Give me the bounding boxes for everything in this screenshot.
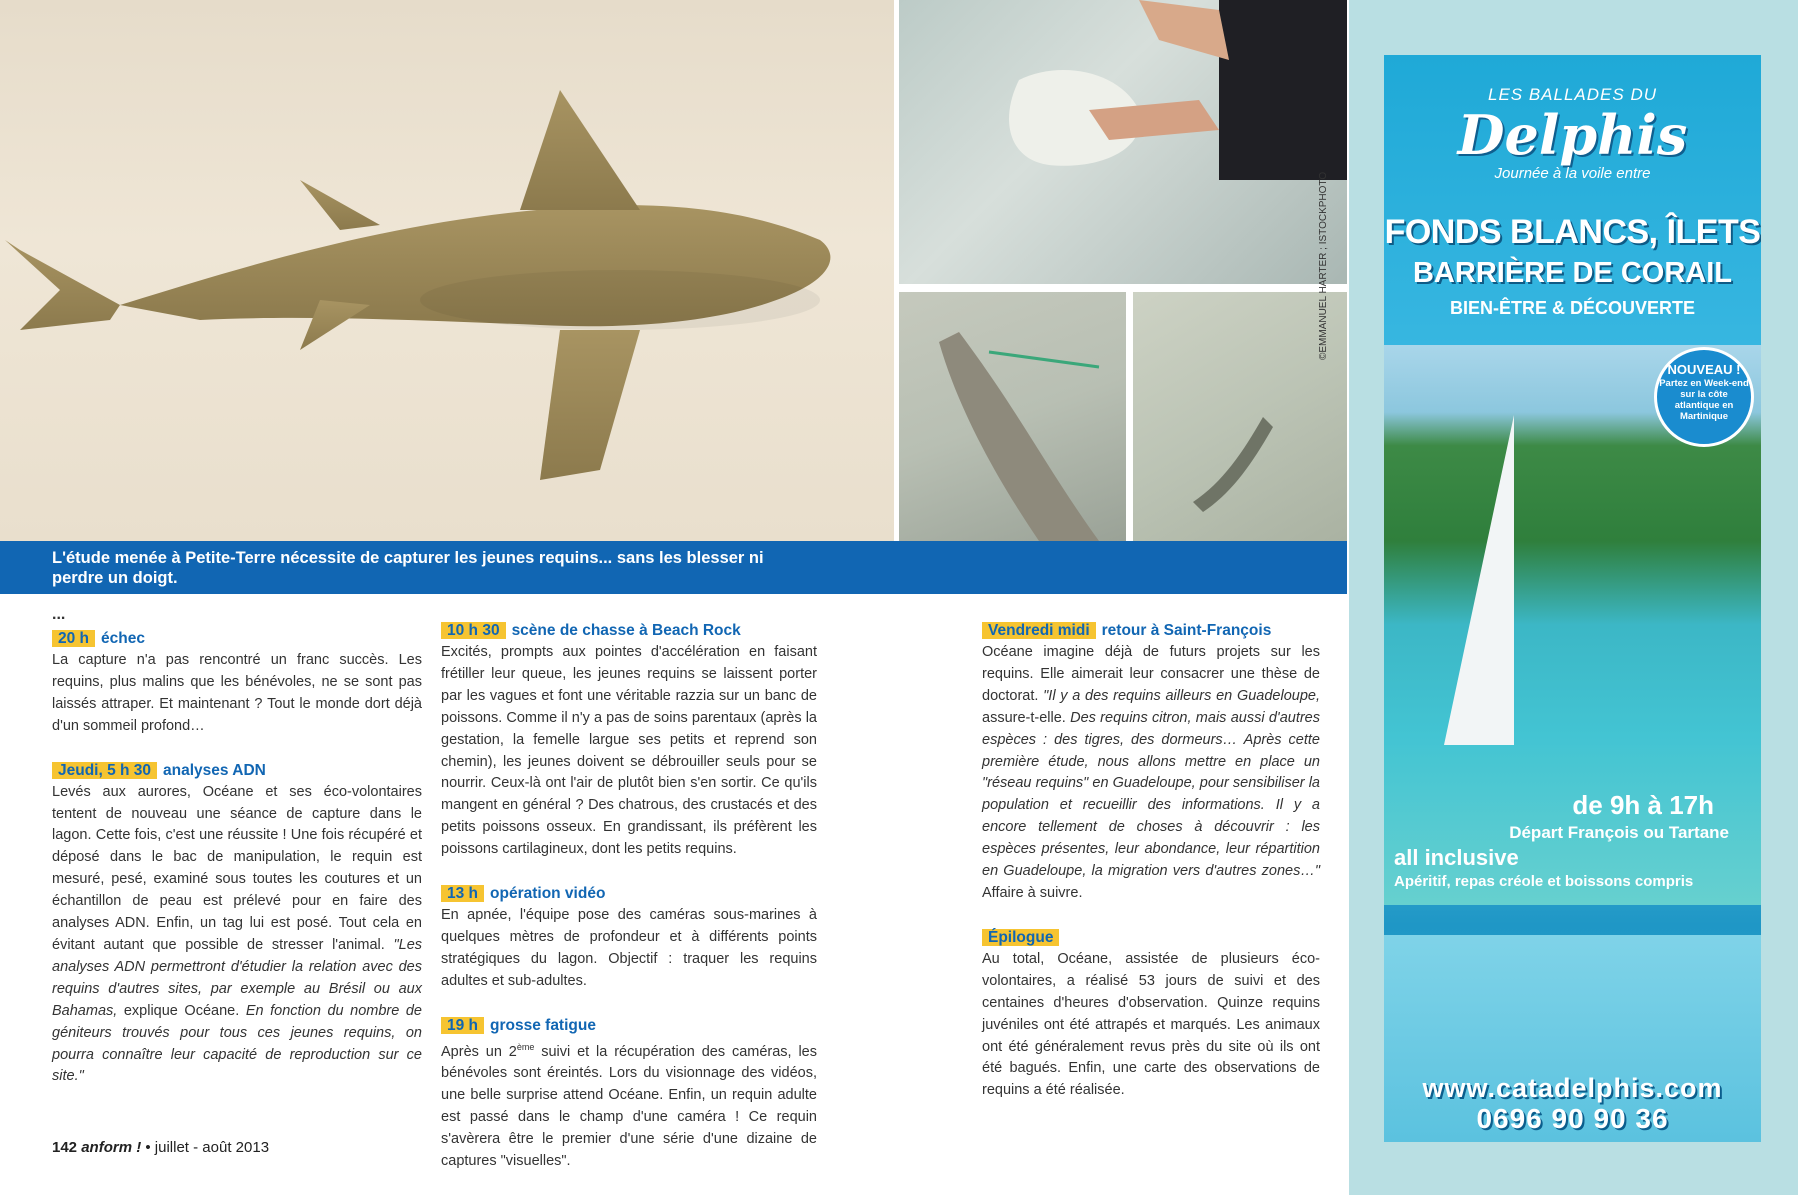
continuation-ellipsis: ... xyxy=(52,606,66,623)
magazine-name: anform ! xyxy=(81,1139,142,1156)
superscript: ème xyxy=(516,1041,535,1052)
measure-illustration xyxy=(899,292,1126,541)
section-body xyxy=(982,642,1320,905)
ad-headline-1: FONDS BLANCS, ÎLETS xyxy=(1384,213,1761,251)
handling-illustration xyxy=(899,0,1347,284)
issue-date: • juillet - août 2013 xyxy=(145,1139,270,1156)
body-text: suivi et la récupération des caméras, les bénévoles sont éreintés. Lors du visionnage des vidéos, une belle surprise attend Océane. Enfin, un requin adulte est passé dans le champ d'une caméra ! Ce requin s'avèrera être le premier d'une série d'une dizaine de captures "visuelles". xyxy=(441,1043,817,1170)
time-badge: Vendredi midi xyxy=(982,622,1096,639)
section-title: retour à Saint-François xyxy=(1101,622,1272,639)
ad-headline-2: BARRIÈRE DE CORAIL xyxy=(1412,257,1732,289)
ad-all-inclusive: all inclusive xyxy=(1394,845,1519,870)
ad-inclusive-detail: Apéritif, repas créole et boissons compris xyxy=(1394,873,1694,890)
ad-phone-number[interactable]: 0696 90 90 36 xyxy=(1476,1103,1669,1134)
page-number: 142 xyxy=(52,1139,78,1156)
section-body: En apnée, l'équipe pose des caméras sous-marines à quelques mètres de profondeur et à différents points stratégiques du lagon. Objectif : traquer les requins adultes et sub-adultes. xyxy=(441,907,817,989)
time-badge: Épilogue xyxy=(982,929,1059,946)
body-text: explique Océane. xyxy=(123,1002,240,1019)
ad-tagline: LES BALLADES DU xyxy=(1487,85,1657,104)
section-body: Au total, Océane, assistée de plusieurs éco-volontaires, a réalisé 53 jours de suivi et des centaines d'heures d'observation. Quinze requins juvéniles ont été attrapés et marqués. Les animaux ont été généralement revus près du site où ils ont été bagués. Enfin, une carte des observations de requins a été réalisée. xyxy=(982,950,1320,1099)
quote-text: "Les analyses ADN permettront d'étudier la relation avec des requins d'autres sites, par exemple au Brésil ou aux Bahamas, xyxy=(52,936,423,1019)
ad-headline-3: BIEN-ÊTRE & DÉCOUVERTE xyxy=(1449,298,1696,318)
ad-subtitle: Journée à la voile entre xyxy=(1494,165,1651,182)
time-badge: 20 h xyxy=(52,630,95,647)
ad-departure: Départ François ou Tartane xyxy=(1509,823,1729,842)
body-text: Après un 2 xyxy=(441,1043,517,1060)
photo-shark-sand xyxy=(0,0,894,541)
photo-shark-measure xyxy=(899,292,1126,541)
section-heading xyxy=(441,883,817,905)
time-badge: 19 h xyxy=(441,1017,484,1034)
delphis-advertisement[interactable] xyxy=(1384,55,1761,1142)
ad-hours: de 9h à 17h xyxy=(1572,790,1714,820)
page-folio xyxy=(52,1139,269,1156)
article-column-2 xyxy=(441,620,817,1173)
shark-illustration xyxy=(0,0,894,541)
section-heading xyxy=(982,620,1320,642)
body-text: assure-t-elle. xyxy=(982,709,1066,726)
section-body xyxy=(52,782,422,1089)
photo-credit: ©EMMANUEL HARTER ; ISTOCKPHOTO xyxy=(1318,171,1329,360)
badge-text: Partez en Week-end sur la côte atlantique en Martinique xyxy=(1659,378,1749,422)
section-heading xyxy=(52,628,422,650)
body-text: Levés aux aurores, Océane et ses éco-volontaires tentent de nouveau une séance de capture dans le lagon. Cette fois, c'est une réussite ! Une fois récupéré et déposé dans le bac de manipulation, le requin est mesuré, pesé, examiné sous toutes les coutures et un échantillon de peau est prélevé pour en faire des analyses ADN. Enfin, un tag lui est posé. Tout cela en évitant autant que possible de stresser l'animal. xyxy=(52,783,422,953)
quote-text: En fonction du nombre de géniteurs trouvés pour tous ces jeunes requins, on pourra connaître leur capacité de reproduction sur ce site." xyxy=(52,1002,422,1085)
time-badge: Jeudi, 5 h 30 xyxy=(52,762,157,779)
section-heading xyxy=(441,620,817,642)
ad-website-link[interactable]: www.catadelphis.com xyxy=(1422,1073,1723,1103)
article-column-1 xyxy=(52,608,422,1088)
section-title: opération vidéo xyxy=(490,885,606,903)
section-body: La capture n'a pas rencontré un franc succès. Les requins, plus malins que les bénévoles, ne se sont pas laissés attraper. Et maintenant ? Tout le monde dort déjà d'un sommeil profond… xyxy=(52,652,422,734)
body-text: Océane imagine déjà de futurs projets sur les requins. Elle aimerait leur consacrer une thèse de doctorat. xyxy=(982,644,1320,704)
section-body: Excités, prompts aux pointes d'accélération en faisant frétiller leur queue, les jeunes requins se laissent porter par les vagues et font une véritable razzia sur un banc de poissons. Comme il n'y a pas de soins parentaux (après la gestation, la femelle largue ses petits et reprend son chemin), les jeunes doivent se débrouiller seuls pour se nourrir. Ceux-là ont l'air de plutôt bien s'en sortir. Ce qu'ils mangent en général ? Des chatrous, des crustacés et des petits poissons osseux. En grandissant, ils préfèrent les poissons cartilagineux, dont les petits requins. xyxy=(441,644,817,858)
section-heading xyxy=(441,1015,817,1037)
time-badge: 13 h xyxy=(441,885,484,902)
quote-text: "Il y a des requins ailleurs en Guadeloupe, xyxy=(1043,687,1321,704)
section-title: échec xyxy=(101,630,145,647)
section-title: grosse fatigue xyxy=(490,1016,596,1034)
photo-shark-handling xyxy=(899,0,1347,284)
photo-shark-shallow xyxy=(1133,292,1347,541)
shallow-illustration xyxy=(1133,292,1347,541)
section-title: scène de chasse à Beach Rock xyxy=(511,622,741,639)
section-heading xyxy=(52,760,422,782)
body-text: Affaire à suivre. xyxy=(982,884,1083,901)
section-heading xyxy=(982,927,1320,949)
section-body xyxy=(441,1037,817,1173)
sailboat-sail xyxy=(1444,415,1514,745)
photo-caption: L'étude menée à Petite-Terre nécessite de capturer les jeunes requins... sans les blesser ni perdre un doigt. xyxy=(52,549,764,587)
ad-brand-logo: Delphis xyxy=(1457,103,1688,167)
ad-new-badge xyxy=(1654,347,1754,447)
time-badge: 10 h 30 xyxy=(441,622,506,639)
quote-text: Des requins citron, mais aussi d'autres espèces : des tigres, des dormeurs… Après cette première étude, nous allons mettre en place un "réseau requins" en Guadeloupe, pour sensibiliser la population et recueillir des informations. Il y a encore tellement de choses à découvrir : les espèces présentes, leur abondance, leur répartition en Guadeloupe, la migration vers d'autres zones…" xyxy=(982,709,1320,880)
section-title: analyses ADN xyxy=(163,761,266,779)
article-column-3 xyxy=(982,620,1320,1102)
badge-title: NOUVEAU ! xyxy=(1667,362,1741,377)
